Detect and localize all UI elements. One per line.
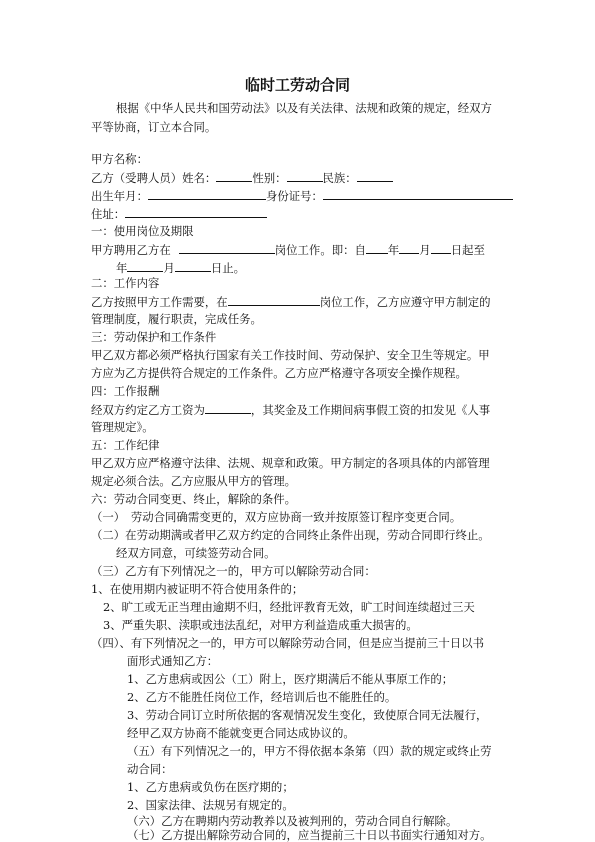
section-4-heading: 四：工作报酬 xyxy=(91,384,160,398)
clause-1: （一） 劳动合同确需变更的，双方应协商一致并按原签订程序变更合同。 xyxy=(91,510,462,524)
section-5-line-2: 规定必须合法。乙方应服从甲方的管理。 xyxy=(91,474,297,488)
section-2-line-1 xyxy=(91,294,491,309)
clause-4-item-2: 2、乙方不能胜任岗位工作，经培训后也不能胜任的。 xyxy=(127,690,397,704)
intro-line-1: 根据《中华人民共和国劳动法》以及有关法律、法规和政策的规定，经双方 xyxy=(116,101,492,115)
clause-4-line-1: （四）、有下列情况之一的，甲方可以解除劳动合同，但是应当提前三十日以书 xyxy=(91,636,484,650)
clause-4-item-3-line-1: 3、劳动合同订立时所依据的客观情况发生变化，致使原合同无法履行， xyxy=(127,708,488,722)
section-4-line-1 xyxy=(91,402,490,417)
clause-4-item-1: 1、乙方患病或因公（工）附上，医疗期满后不能从事原工作的； xyxy=(127,672,454,686)
id-label: 身份证号： xyxy=(265,189,323,203)
clause-5-line-1: （五）有下列情况之一的，甲方不得依据本条第（四）款的规定或终止劳 xyxy=(127,744,492,758)
s4-text-2: ，其奖金及工作期间病事假工资的扣发见《人事 xyxy=(250,403,491,417)
s4-text-1: 经双方约定乙方工资为 xyxy=(91,403,205,417)
address-blank[interactable] xyxy=(125,206,267,218)
section-2-line-2: 管理制度，履行职责，完成任务。 xyxy=(91,312,262,326)
address-label: 住址： xyxy=(91,207,126,221)
clause-3-item-1: 1、在使用期内被证明不符合使用条件的； xyxy=(91,582,304,596)
section-6-heading: 六：劳动合同变更、终止，解除的条件。 xyxy=(91,492,297,506)
birth-label: 出生年月： xyxy=(91,189,148,203)
section-3-heading: 三：劳动保护和工作条件 xyxy=(91,330,217,344)
salary-blank[interactable] xyxy=(205,402,251,414)
clause-3-item-3: 3、严重失职、渎职或违法乱纪，对甲方利益造成重大损害的。 xyxy=(103,618,418,632)
s1-year: 年 xyxy=(387,243,400,257)
section-5-line-1: 甲乙双方应严格遵守法律、法规、规章和政策。甲方制定的各项具体的内部管理 xyxy=(91,456,490,470)
post-blank[interactable] xyxy=(179,242,275,254)
clause-4-line-2: 面形式通知乙方： xyxy=(127,654,219,668)
section-2-heading: 二：工作内容 xyxy=(91,276,160,290)
s1-day-end: 日止。 xyxy=(210,261,245,275)
s1-year2: 年 xyxy=(116,261,128,275)
clause-5-line-2: 动合同： xyxy=(127,762,173,776)
name-blank[interactable] xyxy=(216,170,252,182)
clause-3: （三）乙方有下列情况之一的，甲方可以解除劳动合同： xyxy=(91,564,376,578)
birth-blank[interactable] xyxy=(148,188,266,200)
section-1-line-1 xyxy=(91,242,485,257)
party-b-name-label: 乙方（受聘人员）姓名： xyxy=(91,171,217,185)
clause-4-item-3-line-2: 经甲乙双方协商不能就变更合同达成协议的。 xyxy=(127,726,355,740)
section-1-heading: 一：使用岗位及期限 xyxy=(91,224,194,238)
party-b-line xyxy=(91,170,393,185)
s1-text-2: 岗位工作。即：自 xyxy=(274,243,366,257)
intro-line-2: 平等协商，订立本合同。 xyxy=(91,120,217,134)
s1-month: 月 xyxy=(419,243,431,257)
section-1-line-2 xyxy=(116,260,245,275)
s1-month2: 月 xyxy=(163,261,175,275)
s2-text-1: 乙方按照甲方工作需要，在 xyxy=(91,295,228,309)
clause-7: （七）乙方提出解除劳动合同的，应当提前三十日以书面实行通知对方。 xyxy=(127,828,492,842)
start-year-blank[interactable] xyxy=(366,242,388,254)
document-title: 临时工劳动合同 xyxy=(244,76,350,94)
section-3-line-1: 甲乙双方都必须严格执行国家有关工作技时间、劳动保护、安全卫生等规定。甲 xyxy=(91,348,490,362)
gender-label: 性别： xyxy=(252,171,287,185)
section-4-line-2: 管理规定》。 xyxy=(91,420,154,434)
party-a-label: 甲方名称： xyxy=(91,152,148,166)
start-day-blank[interactable] xyxy=(431,242,451,254)
address-line xyxy=(91,206,267,221)
start-month-blank[interactable] xyxy=(399,242,419,254)
s2-post-blank[interactable] xyxy=(228,294,320,306)
s2-text-2: 岗位工作，乙方应遵守甲方制定的 xyxy=(319,295,491,309)
id-blank[interactable] xyxy=(323,188,513,200)
gender-blank[interactable] xyxy=(287,170,323,182)
end-month-blank[interactable] xyxy=(127,260,163,272)
section-5-heading: 五：工作纪律 xyxy=(91,438,160,452)
clause-2-line-1: （二）在劳动期满或者甲乙双方约定的合同终止条件出现，劳动合同即行终止。 xyxy=(91,528,490,542)
clause-5-item-2: 2、国家法律、法规另有规定的。 xyxy=(127,798,294,812)
end-day-blank[interactable] xyxy=(175,260,211,272)
clause-2-line-2: 经双方同意，可续签劳动合同。 xyxy=(116,546,276,560)
section-3-line-2: 方应为乙方提供符合规定的工作条件。乙方应严格遵守各项安全操作规程。 xyxy=(91,366,467,380)
s1-day-from: 日起至 xyxy=(450,243,485,257)
clause-6: （六）乙方在聘期内劳动教养以及被判刑的，劳动合同自行解除。 xyxy=(127,814,458,828)
s1-text-1: 甲方聘用乙方在 xyxy=(91,243,171,257)
ethnicity-blank[interactable] xyxy=(357,170,393,182)
ethnicity-label: 民族： xyxy=(322,171,357,185)
clause-5-item-1: 1、乙方患病或负伤在医疗期的； xyxy=(127,780,294,794)
birth-id-line xyxy=(91,188,513,203)
clause-3-item-2: 2、旷工或无正当理由逾期不归，经批评教育无效，旷工时间连续超过三天 xyxy=(103,600,475,614)
